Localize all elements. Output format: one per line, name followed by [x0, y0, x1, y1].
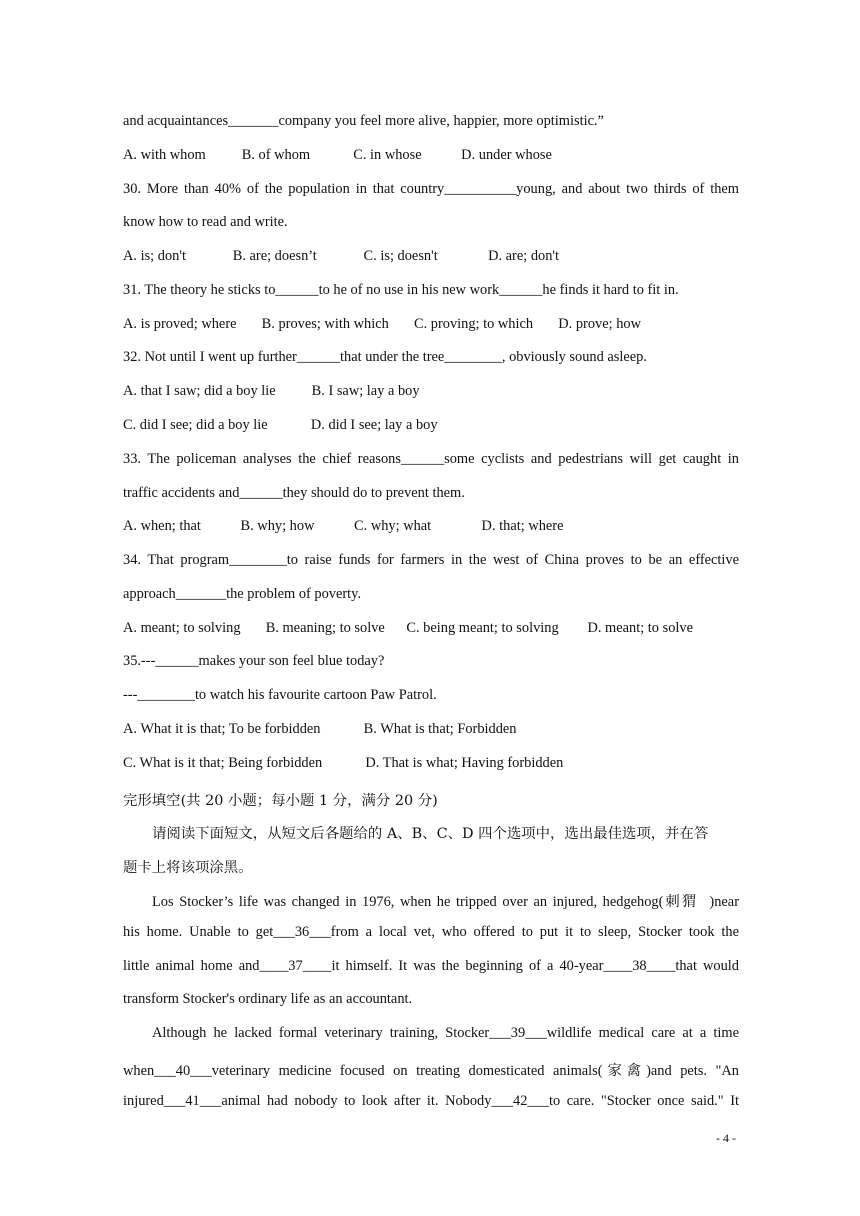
- question-30: 30. More than 40% of the population in that country__________young, and about two thirds of them: [123, 181, 739, 197]
- option-line: A. meant; to solving B. meaning; to solve C. being meant; to solving D. meant; to solve: [123, 620, 693, 636]
- passage-line: little animal home and____37____it himself. It was the beginning of a 40-year____38____that would: [123, 958, 739, 974]
- option-line: C. did I see; did a boy lie D. did I see; lay a boy: [123, 417, 438, 433]
- option-line: A. that I saw; did a boy lie B. I saw; lay a boy: [123, 383, 420, 399]
- option-line: A. What it is that; To be forbidden B. What is that; Forbidden: [123, 721, 517, 737]
- passage-line: Los Stocker’s life was changed in 1976, when he tripped over an injured, hedgehog(刺猬 )near: [152, 894, 739, 910]
- option-line: A. is; don't B. are; doesn’t C. is; doesn't D. are; don't: [123, 248, 560, 264]
- option-line: A. is proved; where B. proves; with which C. proving; to which D. prove; how: [123, 316, 641, 332]
- text-line: ---________to watch his favourite cartoon Paw Patrol.: [123, 687, 437, 703]
- text-line: know how to read and write.: [123, 214, 288, 230]
- passage-line: his home. Unable to get___36___from a local vet, who offered to put it to sleep, Stocker took the: [123, 924, 739, 940]
- passage-line: transform Stocker's ordinary life as an accountant.: [123, 991, 413, 1007]
- instruction-line: 请阅读下面短文，从短文后各题给的 A、B、C、D 四个选项中，选出最佳选项，并在答: [152, 826, 709, 842]
- question-31: 31. The theory he sticks to______to he of no use in his new work______he finds it hard to fit in.: [123, 282, 679, 298]
- question-32: 32. Not until I went up further______that under the tree________, obviously sound asleep.: [123, 349, 647, 365]
- question-35: 35.---______makes your son feel blue today?: [123, 653, 385, 669]
- option-line: A. when; that B. why; how C. why; what D. that; where: [123, 518, 564, 534]
- section-heading: 完形填空(共 20 小题；每小题 1 分，满分 20 分): [123, 793, 438, 809]
- instruction-line: 题卡上将该项涂黑。: [123, 860, 253, 876]
- option-line: A. with whom B. of whom C. in whose D. under whose: [123, 147, 552, 163]
- text-line: traffic accidents and______they should do to prevent them.: [123, 485, 465, 501]
- page-number: - 4 -: [716, 1131, 736, 1145]
- question-33: 33. The policeman analyses the chief reasons______some cyclists and pedestrians will get caught in: [123, 451, 739, 467]
- passage-line: when___40___veterinary medicine focused on treating domesticated animals(家禽)and pets. "An: [123, 1063, 739, 1079]
- passage-line: injured___41___animal had nobody to look after it. Nobody___42___to care. "Stocker once said." It: [123, 1093, 739, 1109]
- text-line: and acquaintances_______company you feel more alive, happier, more optimistic.”: [123, 113, 604, 129]
- text-line: approach_______the problem of poverty.: [123, 586, 362, 602]
- question-34: 34. That program________to raise funds for farmers in the west of China proves to be an effective: [123, 552, 739, 568]
- option-line: C. What is it that; Being forbidden D. That is what; Having forbidden: [123, 755, 564, 771]
- passage-line: Although he lacked formal veterinary training, Stocker___39___wildlife medical care at a time: [152, 1025, 739, 1041]
